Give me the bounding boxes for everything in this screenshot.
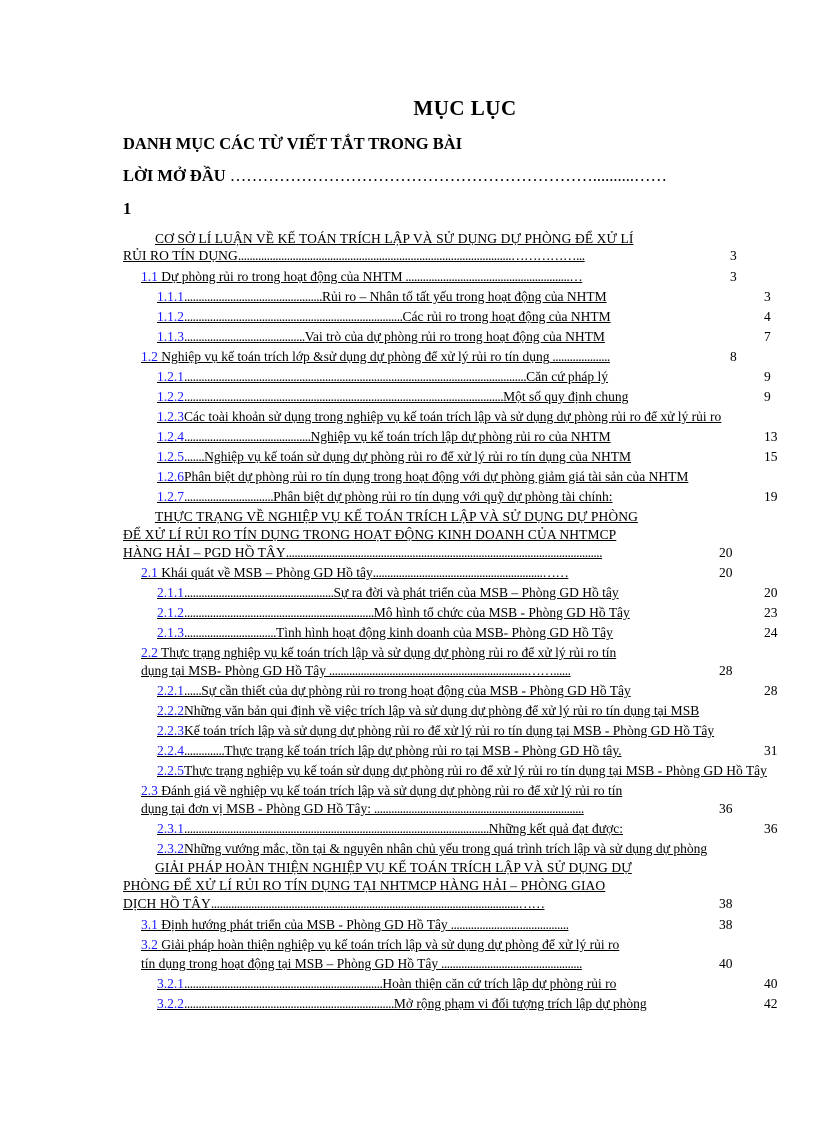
chapter3-dots: ...........................................................................................................…… <box>210 896 545 911</box>
toc-entry-1-2-1[interactable] <box>157 369 608 385</box>
toc-entry-2-2-1[interactable] <box>157 683 631 699</box>
entry-page: 40 <box>719 956 733 971</box>
entry-number: 2.2.2 <box>157 703 184 718</box>
toc-entry-1-2-7[interactable] <box>157 489 613 505</box>
entry-page: 31 <box>764 743 778 758</box>
entry-text: Thực trạng nghiệp vụ kế toán sử dụng dự phòng rủi ro để xử lý rủi ro tín dụng tại MSB - Phòng GD Hồ Tây <box>184 763 767 778</box>
entry-text: Giải pháp hoàn thiện nghiệp vụ kế toán trích lập và sử dụng dự phòng để xử lý rủi ro <box>161 937 620 952</box>
chapter2-line3[interactable] <box>123 545 602 561</box>
entry-text-cont: dụng tại MSB- Phòng GD Hồ Tây <box>141 663 327 678</box>
entry-text: Rủi ro – Nhân tố tất yếu trong hoạt động của NHTM <box>322 289 607 304</box>
entry-dots: .................................................... <box>184 585 334 600</box>
entry-text: Định hướng phát triển của MSB - Phòng GD Hồ Tây <box>161 917 448 932</box>
entry-dots: .......................................................................................................... <box>184 821 489 836</box>
entry-number: 1.2.2 <box>157 389 184 404</box>
toc-entry-2-3-cont[interactable] <box>141 801 584 817</box>
entry-number: 1.1.2 <box>157 309 184 324</box>
entry-number: 2.1.3 <box>157 625 184 640</box>
toc-entry-3-1[interactable] <box>141 917 568 933</box>
toc-entry-2-1-3[interactable] <box>157 625 613 641</box>
entry-text: Những kết quả đạt được: <box>488 821 623 836</box>
entry-text: Thực trạng kế toán trích lập dự phòng rủi ro tại MSB - Phòng GD Hồ tây. <box>224 743 622 758</box>
entry-text: Những văn bản qui định về việc trích lập và sử dụng dự phòng để xử lý rủi ro tín dụng tại MSB <box>184 703 700 718</box>
entry-page: 7 <box>764 329 771 344</box>
entry-text: Mở rộng phạm vi đối tượng trích lập dự phòng <box>393 996 647 1011</box>
toc-entry-1-1-1[interactable] <box>157 289 607 305</box>
entry-text: Căn cứ pháp lý <box>526 369 609 384</box>
entry-number: 2.3.2 <box>157 841 184 856</box>
intro-label: LỜI MỞ ĐẦU <box>123 166 226 185</box>
entry-dots: .....................................................................……...... <box>326 663 571 678</box>
entry-number: 1.2.5 <box>157 449 184 464</box>
entry-page: 23 <box>764 605 778 620</box>
entry-number: 1.1.3 <box>157 329 184 344</box>
entry-text-cont: tín dụng trong hoạt động tại MSB – Phòng GD Hồ Tây <box>141 956 439 971</box>
toc-entry-3-2-1[interactable] <box>157 976 616 992</box>
entry-dots: ............................... <box>184 489 274 504</box>
toc-entry-2-3[interactable] <box>141 783 622 799</box>
entry-number: 3.2.1 <box>157 976 184 991</box>
entry-number: 1.1 <box>141 269 158 284</box>
entry-dots: ................................................ <box>184 289 322 304</box>
chapter3-line3[interactable] <box>123 896 544 912</box>
toc-entry-1-2[interactable] <box>141 349 610 365</box>
entry-text: Thực trạng nghiệp vụ kế toán trích lập và sử dụng dự phòng rủi ro để xử lý rủi ro tín <box>161 645 617 660</box>
entry-dots: ............................................................................ <box>184 309 403 324</box>
entry-number: 2.1 <box>141 565 158 580</box>
entry-dots: ......................................................................... <box>371 801 584 816</box>
entry-page: 42 <box>764 996 778 1011</box>
entry-text: Kế toán trích lập và sử dụng dự phòng rủi ro để xử lý rủi ro tín dụng tại MSB - Phòng GD Hồ Tây <box>184 723 715 738</box>
chapter1-dots: ...............................................................................................……………... <box>237 248 585 263</box>
entry-dots: .........................................................… <box>402 269 583 284</box>
toc-entry-2-1-1[interactable] <box>157 585 619 601</box>
toc-entry-2-2-cont[interactable] <box>141 663 571 679</box>
chapter1-line2-text: RỦI RO TÍN DỤNG <box>123 248 238 263</box>
entry-number: 1.2.7 <box>157 489 184 504</box>
chapter1-page: 3 <box>730 248 737 263</box>
entry-text: Phân biệt dự phòng rủi ro tín dụng với quỹ dự phòng tài chính: <box>273 489 613 504</box>
entry-number: 2.2.1 <box>157 683 184 698</box>
toc-entry-2-2-5[interactable] <box>157 763 767 779</box>
entry-text: Nghiệp vụ kế toán trích lập dự phòng rủi ro của NHTM <box>310 429 611 444</box>
entry-page: 28 <box>719 663 733 678</box>
entry-number: 1.2 <box>141 349 158 364</box>
entry-page: 20 <box>719 565 733 580</box>
entry-text: Khái quát về MSB – Phòng GD Hồ tây <box>161 565 373 580</box>
entry-text: Đánh giá về nghiệp vụ kế toán trích lập và sử dụng dự phòng rủi ro để xử lý rủi ro tín <box>161 783 623 798</box>
entry-number: 1.2.4 <box>157 429 184 444</box>
entry-dots: ............................................................................................................... <box>184 389 504 404</box>
entry-text: Sự cần thiết của dự phòng rủi ro trong hoạt động của MSB - Phòng GD Hồ Tây <box>201 683 631 698</box>
toc-entry-2-2-4[interactable] <box>157 743 622 759</box>
entry-page: 36 <box>764 821 778 836</box>
entry-page: 9 <box>764 389 771 404</box>
chapter2-line2[interactable]: ĐỂ XỬ LÍ RỦI RO TÍN DỤNG TRONG HOẠT ĐỘNG KINH DOANH CỦA NHTMCP <box>123 527 617 542</box>
entry-page: 15 <box>764 449 778 464</box>
entry-dots: ................................ <box>184 625 276 640</box>
entry-text: Phân biệt dự phòng rủi ro tín dụng trong hoạt động với dự phòng giảm giá tài sản của NHTM <box>184 469 689 484</box>
toc-entry-1-2-2[interactable] <box>157 389 628 405</box>
entry-number: 2.2.5 <box>157 763 184 778</box>
toc-entry-3-2-cont[interactable] <box>141 956 582 972</box>
entry-page: 4 <box>764 309 771 324</box>
entry-page: 13 <box>764 429 778 444</box>
entry-dots: ..................................................................... <box>184 976 383 991</box>
toc-entry-3-2[interactable] <box>141 937 619 953</box>
intro-page: 1 <box>123 199 132 218</box>
chapter3-line1[interactable]: GIẢI PHÁP HOÀN THIỆN NGHIỆP VỤ KẾ TOÁN TRÍCH LẬP VÀ SỬ DỤNG DỰ <box>155 860 632 875</box>
entry-dots: ......................................... <box>447 917 569 932</box>
entry-page: 40 <box>764 976 778 991</box>
entry-number: 1.2.3 <box>157 409 184 424</box>
entry-dots: ...... <box>184 683 202 698</box>
chapter1-line1[interactable]: CƠ SỞ LÍ LUẬN VỀ KẾ TOÁN TRÍCH LẬP VÀ SỬ DỤNG DỰ PHÒNG ĐỂ XỬ LÍ <box>155 231 634 246</box>
entry-page: 3 <box>730 269 737 284</box>
toc-entry-1-1-3[interactable] <box>157 329 605 345</box>
intro-dots: …………………………………………………………..........…… <box>229 166 668 185</box>
toc-entry-1-2-3[interactable] <box>157 409 721 425</box>
entry-text: Nghiệp vụ kế toán trích lớp &sử dụng dự phòng để xử lý rủi ro tín dụng <box>161 349 550 364</box>
chapter2-page: 20 <box>719 545 733 560</box>
entry-page: 36 <box>719 801 733 816</box>
entry-number: 1.2.6 <box>157 469 184 484</box>
intro-heading[interactable] <box>123 166 667 186</box>
entry-dots: ................................................. <box>438 956 582 971</box>
entry-number: 2.1.1 <box>157 585 184 600</box>
entry-dots: ....................................................................................................................... <box>184 369 527 384</box>
entry-number: 2.3 <box>141 783 158 798</box>
entry-number: 1.1.1 <box>157 289 184 304</box>
toc-entry-1-1[interactable] <box>141 269 582 285</box>
entry-page: 8 <box>730 349 737 364</box>
page-title: MỤC LỤC <box>413 96 517 120</box>
chapter2-line1[interactable]: THỰC TRẠNG VỀ NGHIỆP VỤ KẾ TOÁN TRÍCH LẬP VÀ SỬ DỤNG DỰ PHÒNG <box>155 509 638 524</box>
entry-page: 9 <box>764 369 771 384</box>
entry-dots: .............. <box>184 743 225 758</box>
entry-page: 20 <box>764 585 778 600</box>
entry-dots: ............................................ <box>184 429 311 444</box>
entry-text: Tình hình hoạt động kinh doanh của MSB- Phòng GD Hồ Tây <box>276 625 613 640</box>
entry-number: 2.1.2 <box>157 605 184 620</box>
toc-entry-2-1-2[interactable] <box>157 605 630 621</box>
entry-number: 2.2 <box>141 645 158 660</box>
toc-entry-1-2-6[interactable] <box>157 469 688 485</box>
entry-page: 19 <box>764 489 778 504</box>
entry-dots: ...........................................................…… <box>372 565 569 580</box>
toc-entry-2-3-1[interactable] <box>157 821 623 837</box>
entry-text: Một số quy định chung <box>503 389 629 404</box>
entry-text: Mô hình tổ chức của MSB - Phòng GD Hồ Tây <box>373 605 630 620</box>
entry-text: Các toài khoản sử dụng trong nghiệp vụ kế toán trích lập và sử dụng dự phòng rủi ro để xử lý rủi ro <box>184 409 722 424</box>
entry-dots: ....... <box>184 449 205 464</box>
chapter2-dots: .............................................................................................................. <box>285 545 602 560</box>
abbreviations-heading[interactable]: DANH MỤC CÁC TỪ VIẾT TẮT TRONG BÀI <box>123 134 463 153</box>
toc-entry-2-2[interactable] <box>141 645 616 661</box>
toc-entry-1-2-5[interactable] <box>157 449 631 465</box>
entry-text: Sự ra đời và phát triển của MSB – Phòng GD Hồ tây <box>333 585 619 600</box>
toc-entry-1-2-4[interactable] <box>157 429 611 445</box>
entry-dots: .......................................... <box>184 329 305 344</box>
toc-entry-1-1-2[interactable] <box>157 309 611 325</box>
entry-text: Vai trò của dự phòng rủi ro trong hoạt động của NHTM <box>304 329 605 344</box>
entry-dots: .................................................................. <box>184 605 374 620</box>
toc-entry-2-3-2[interactable] <box>157 841 707 857</box>
entry-page: 3 <box>764 289 771 304</box>
entry-text: Dự phòng rủi ro trong hoạt động của NHTM <box>161 269 403 284</box>
entry-number: 3.2 <box>141 937 158 952</box>
entry-number: 3.2.2 <box>157 996 184 1011</box>
entry-number: 3.1 <box>141 917 158 932</box>
entry-dots: ......................................................................... <box>184 996 394 1011</box>
entry-number: 2.2.3 <box>157 723 184 738</box>
toc-entry-2-2-3[interactable] <box>157 723 714 739</box>
entry-number: 1.2.1 <box>157 369 184 384</box>
entry-number: 2.3.1 <box>157 821 184 836</box>
chapter2-line3-text: HÀNG HẢI – PGD HỒ TÂY <box>123 545 286 560</box>
chapter3-page: 38 <box>719 896 733 911</box>
entry-text: Nghiệp vụ kế toán sử dụng dự phòng rủi ro để xử lý rủi ro tín dụng của NHTM <box>204 449 632 464</box>
entry-page: 28 <box>764 683 778 698</box>
entry-dots: .................... <box>549 349 610 364</box>
chapter3-line2[interactable]: PHÒNG ĐỂ XỬ LÍ RỦI RO TÍN DỤNG TẠI NHTMCP HÀNG HẢI – PHÒNG GIAO <box>123 878 606 893</box>
entry-text: Các rủi ro trong hoạt động của NHTM <box>402 309 611 324</box>
entry-number: 2.2.4 <box>157 743 184 758</box>
toc-entry-2-2-2[interactable] <box>157 703 699 719</box>
toc-entry-3-2-2[interactable] <box>157 996 647 1012</box>
entry-text: Những vướng mắc, tồn tại & nguyên nhân chủ yếu trong quá trình trích lập và sử dụng dự phòng <box>184 841 708 856</box>
chapter3-line3-text: DỊCH HỒ TÂY <box>123 896 211 911</box>
entry-page: 38 <box>719 917 733 932</box>
entry-text: Hoàn thiện căn cứ trích lập dự phòng rủi ro <box>382 976 617 991</box>
chapter1-line2[interactable] <box>123 248 585 264</box>
entry-page: 24 <box>764 625 778 640</box>
toc-entry-2-1[interactable] <box>141 565 568 581</box>
entry-text-cont: dụng tại đơn vị MSB - Phòng GD Hồ Tây: <box>141 801 372 816</box>
